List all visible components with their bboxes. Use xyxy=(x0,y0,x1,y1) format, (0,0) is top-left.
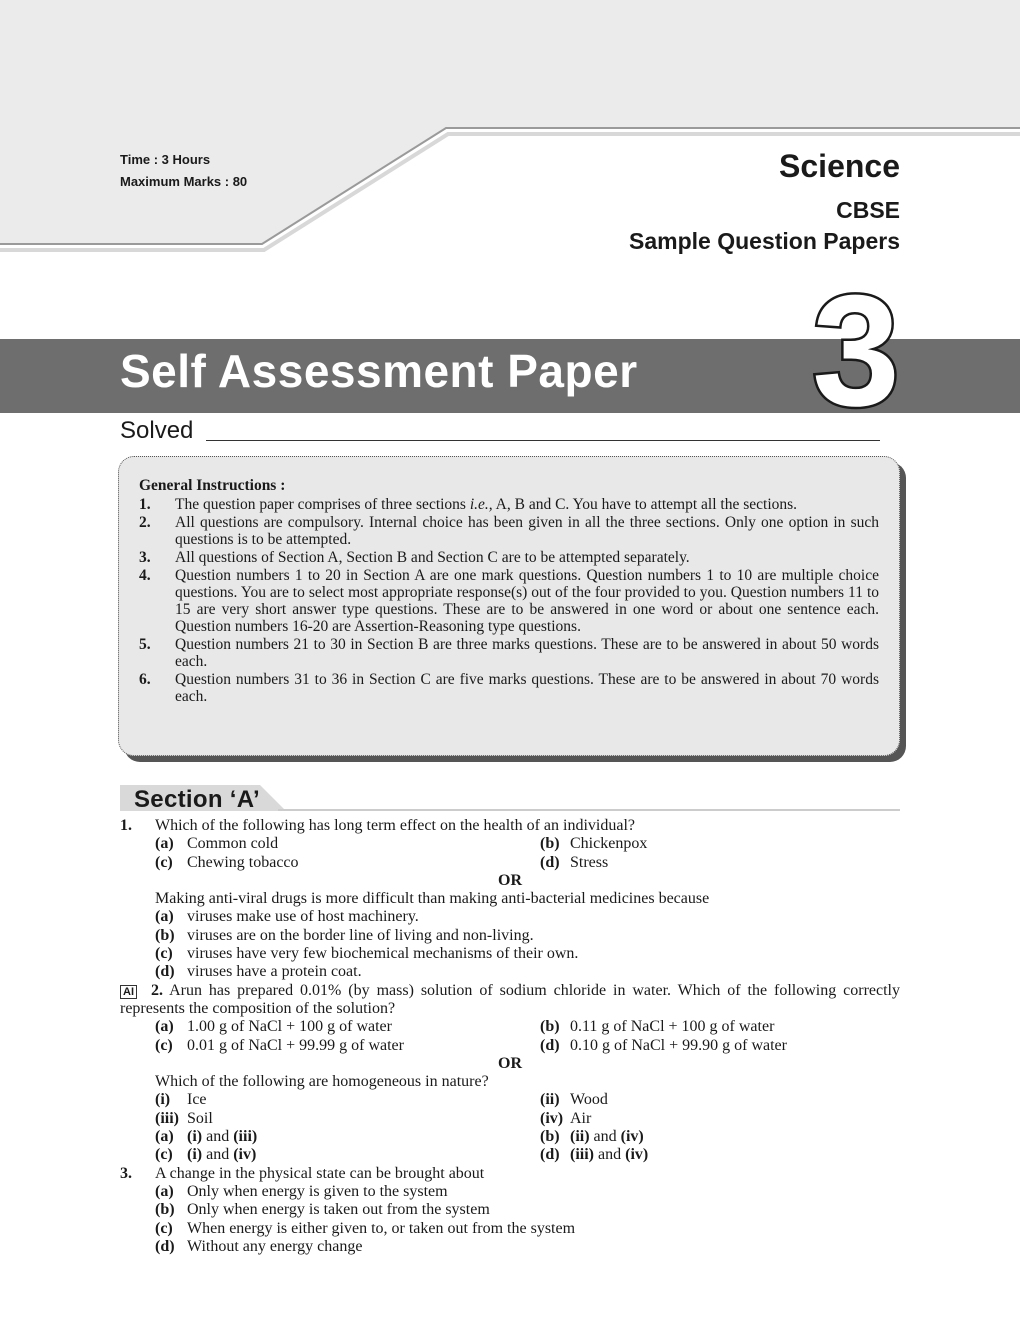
option-d: (d) (iii) and (iv) xyxy=(540,1146,649,1164)
series-title: Sample Question Papers xyxy=(629,228,900,254)
subject-title: Science xyxy=(779,148,900,184)
alternate-question-text: Making anti-viral drugs is more difficult than making anti-bacterial medicines because xyxy=(155,890,710,908)
board-name: CBSE xyxy=(836,197,900,223)
questions-list xyxy=(120,817,900,1256)
alternate-question-text: Which of the following are homogeneous in nature? xyxy=(155,1073,489,1091)
option-label: (c) xyxy=(155,853,173,871)
or-separator: OR xyxy=(498,871,522,889)
instruction-text: The question paper comprises of three sections i.e., A, B and C. You have to attempt all the sections. xyxy=(175,496,798,513)
option-a: (a) Common cold xyxy=(155,835,279,853)
instruction-text: Question numbers 21 to 30 in Section B are three marks questions. These are to be answered in about 50 words each. xyxy=(175,636,879,670)
instruction-number: 2. xyxy=(139,514,151,531)
option-label: (d) xyxy=(540,853,560,871)
option-a: (a) 1.00 g of NaCl + 100 g of water xyxy=(155,1018,392,1036)
instruction-text: All questions are compulsory. Internal choice has been given in all the three sections. Only one option in such questions is to be attempted. xyxy=(175,514,879,548)
items-row xyxy=(120,1091,900,1109)
instruction-item xyxy=(139,636,879,670)
question-number: 3. xyxy=(120,1164,132,1182)
instruction-text: Question numbers 31 to 36 in Section C are five marks questions. These are to be answered in about 70 words each. xyxy=(175,671,879,705)
option-c: (c) 0.01 g of NaCl + 99.99 g of water xyxy=(155,1036,404,1054)
general-instructions-box xyxy=(118,456,900,756)
or-separator: OR xyxy=(498,1054,522,1072)
item-iv: (iv) Air xyxy=(540,1109,592,1127)
options-row xyxy=(120,854,900,872)
question-3 xyxy=(120,1165,900,1183)
option-d: (d) Without any energy change xyxy=(155,1237,363,1255)
option-d: (d) 0.10 g of NaCl + 99.90 g of water xyxy=(540,1036,787,1054)
instructions-heading: General Instructions : xyxy=(139,477,286,494)
paper-title: Self Assessment Paper xyxy=(120,345,638,397)
instruction-item xyxy=(139,671,879,705)
instruction-number: 6. xyxy=(139,671,151,688)
option-b: (b) 0.11 g of NaCl + 100 g of water xyxy=(540,1018,775,1036)
options-row xyxy=(120,1128,900,1146)
option-a: (a) viruses make use of host machinery. xyxy=(155,908,419,926)
ai-tag: AI xyxy=(120,985,137,999)
paper-number xyxy=(806,282,906,412)
items-row xyxy=(120,1110,900,1128)
option-c: (c) When energy is either given to, or taken out from the system xyxy=(155,1219,576,1237)
option-b: (b) Chickenpox xyxy=(540,835,648,853)
option-a: (a) Only when energy is given to the system xyxy=(155,1182,448,1200)
options-row xyxy=(120,1037,900,1055)
instruction-number: 5. xyxy=(139,636,151,653)
option-c: (c) (i) and (iv) xyxy=(155,1146,257,1164)
question-number: 1. xyxy=(120,817,132,834)
instruction-item xyxy=(139,549,879,566)
question-number: 2. xyxy=(151,981,163,999)
question-1 xyxy=(120,817,900,835)
instruction-text: Question numbers 1 to 20 in Section A are one mark questions. Question numbers 1 to 10 are multiple choice questions. You are to select most appropriate response(s) out of the four provided to you. Question numbers 11 to 15 are very short answer type questions. These are to be answered in one word or about one sentence each. Question numbers 16-20 are Assertion-Reasoning type questions. xyxy=(175,567,879,635)
option-d: (d) Stress xyxy=(540,853,609,871)
item-ii: (ii) Wood xyxy=(540,1091,608,1109)
question-text: A change in the physical state can be brought about xyxy=(155,1164,485,1182)
option-d: (d) viruses have a protein coat. xyxy=(155,963,362,981)
question-text: Which of the following has long term effect on the health of an individual? xyxy=(155,817,636,834)
options-row xyxy=(120,835,900,853)
option-b: (b) (ii) and (iv) xyxy=(540,1128,644,1146)
instruction-number: 4. xyxy=(139,567,151,584)
question-text: Arun has prepared 0.01% (by mass) solution of sodium chloride in water. Which of the following correctly represents the composition of the solution? xyxy=(120,981,901,1017)
solved-label: Solved xyxy=(120,417,194,444)
instruction-number: 1. xyxy=(139,496,151,513)
option-label: (b) xyxy=(540,835,560,853)
option-c: (c) Chewing tobacco xyxy=(155,853,299,871)
option-a: (a) (i) and (iii) xyxy=(155,1128,258,1146)
item-i: (i) Ice xyxy=(155,1091,207,1109)
instruction-text: All questions of Section A, Section B and Section C are to be attempted separately. xyxy=(175,549,690,566)
option-b: (b) Only when energy is taken out from the system xyxy=(155,1201,490,1219)
option-b: (b) viruses are on the border line of living and non-living. xyxy=(155,926,534,944)
options-row xyxy=(120,1018,900,1036)
solved-underline xyxy=(206,440,880,441)
instruction-item xyxy=(139,567,879,635)
time-allowed: Time : 3 Hours xyxy=(120,152,211,167)
paper-number-text: 3 xyxy=(812,282,900,412)
instruction-item xyxy=(139,514,879,548)
section-rule xyxy=(278,809,900,811)
maximum-marks: Maximum Marks : 80 xyxy=(120,174,248,189)
question-2 xyxy=(120,982,900,1019)
item-iii: (iii) Soil xyxy=(155,1109,213,1127)
instruction-number: 3. xyxy=(139,549,151,566)
options-row xyxy=(120,1146,900,1164)
section-heading: Section ‘A’ xyxy=(134,786,260,813)
option-c: (c) viruses have very few biochemical mechanisms of their own. xyxy=(155,945,579,963)
instruction-item xyxy=(139,496,879,513)
option-label: (a) xyxy=(155,835,174,853)
